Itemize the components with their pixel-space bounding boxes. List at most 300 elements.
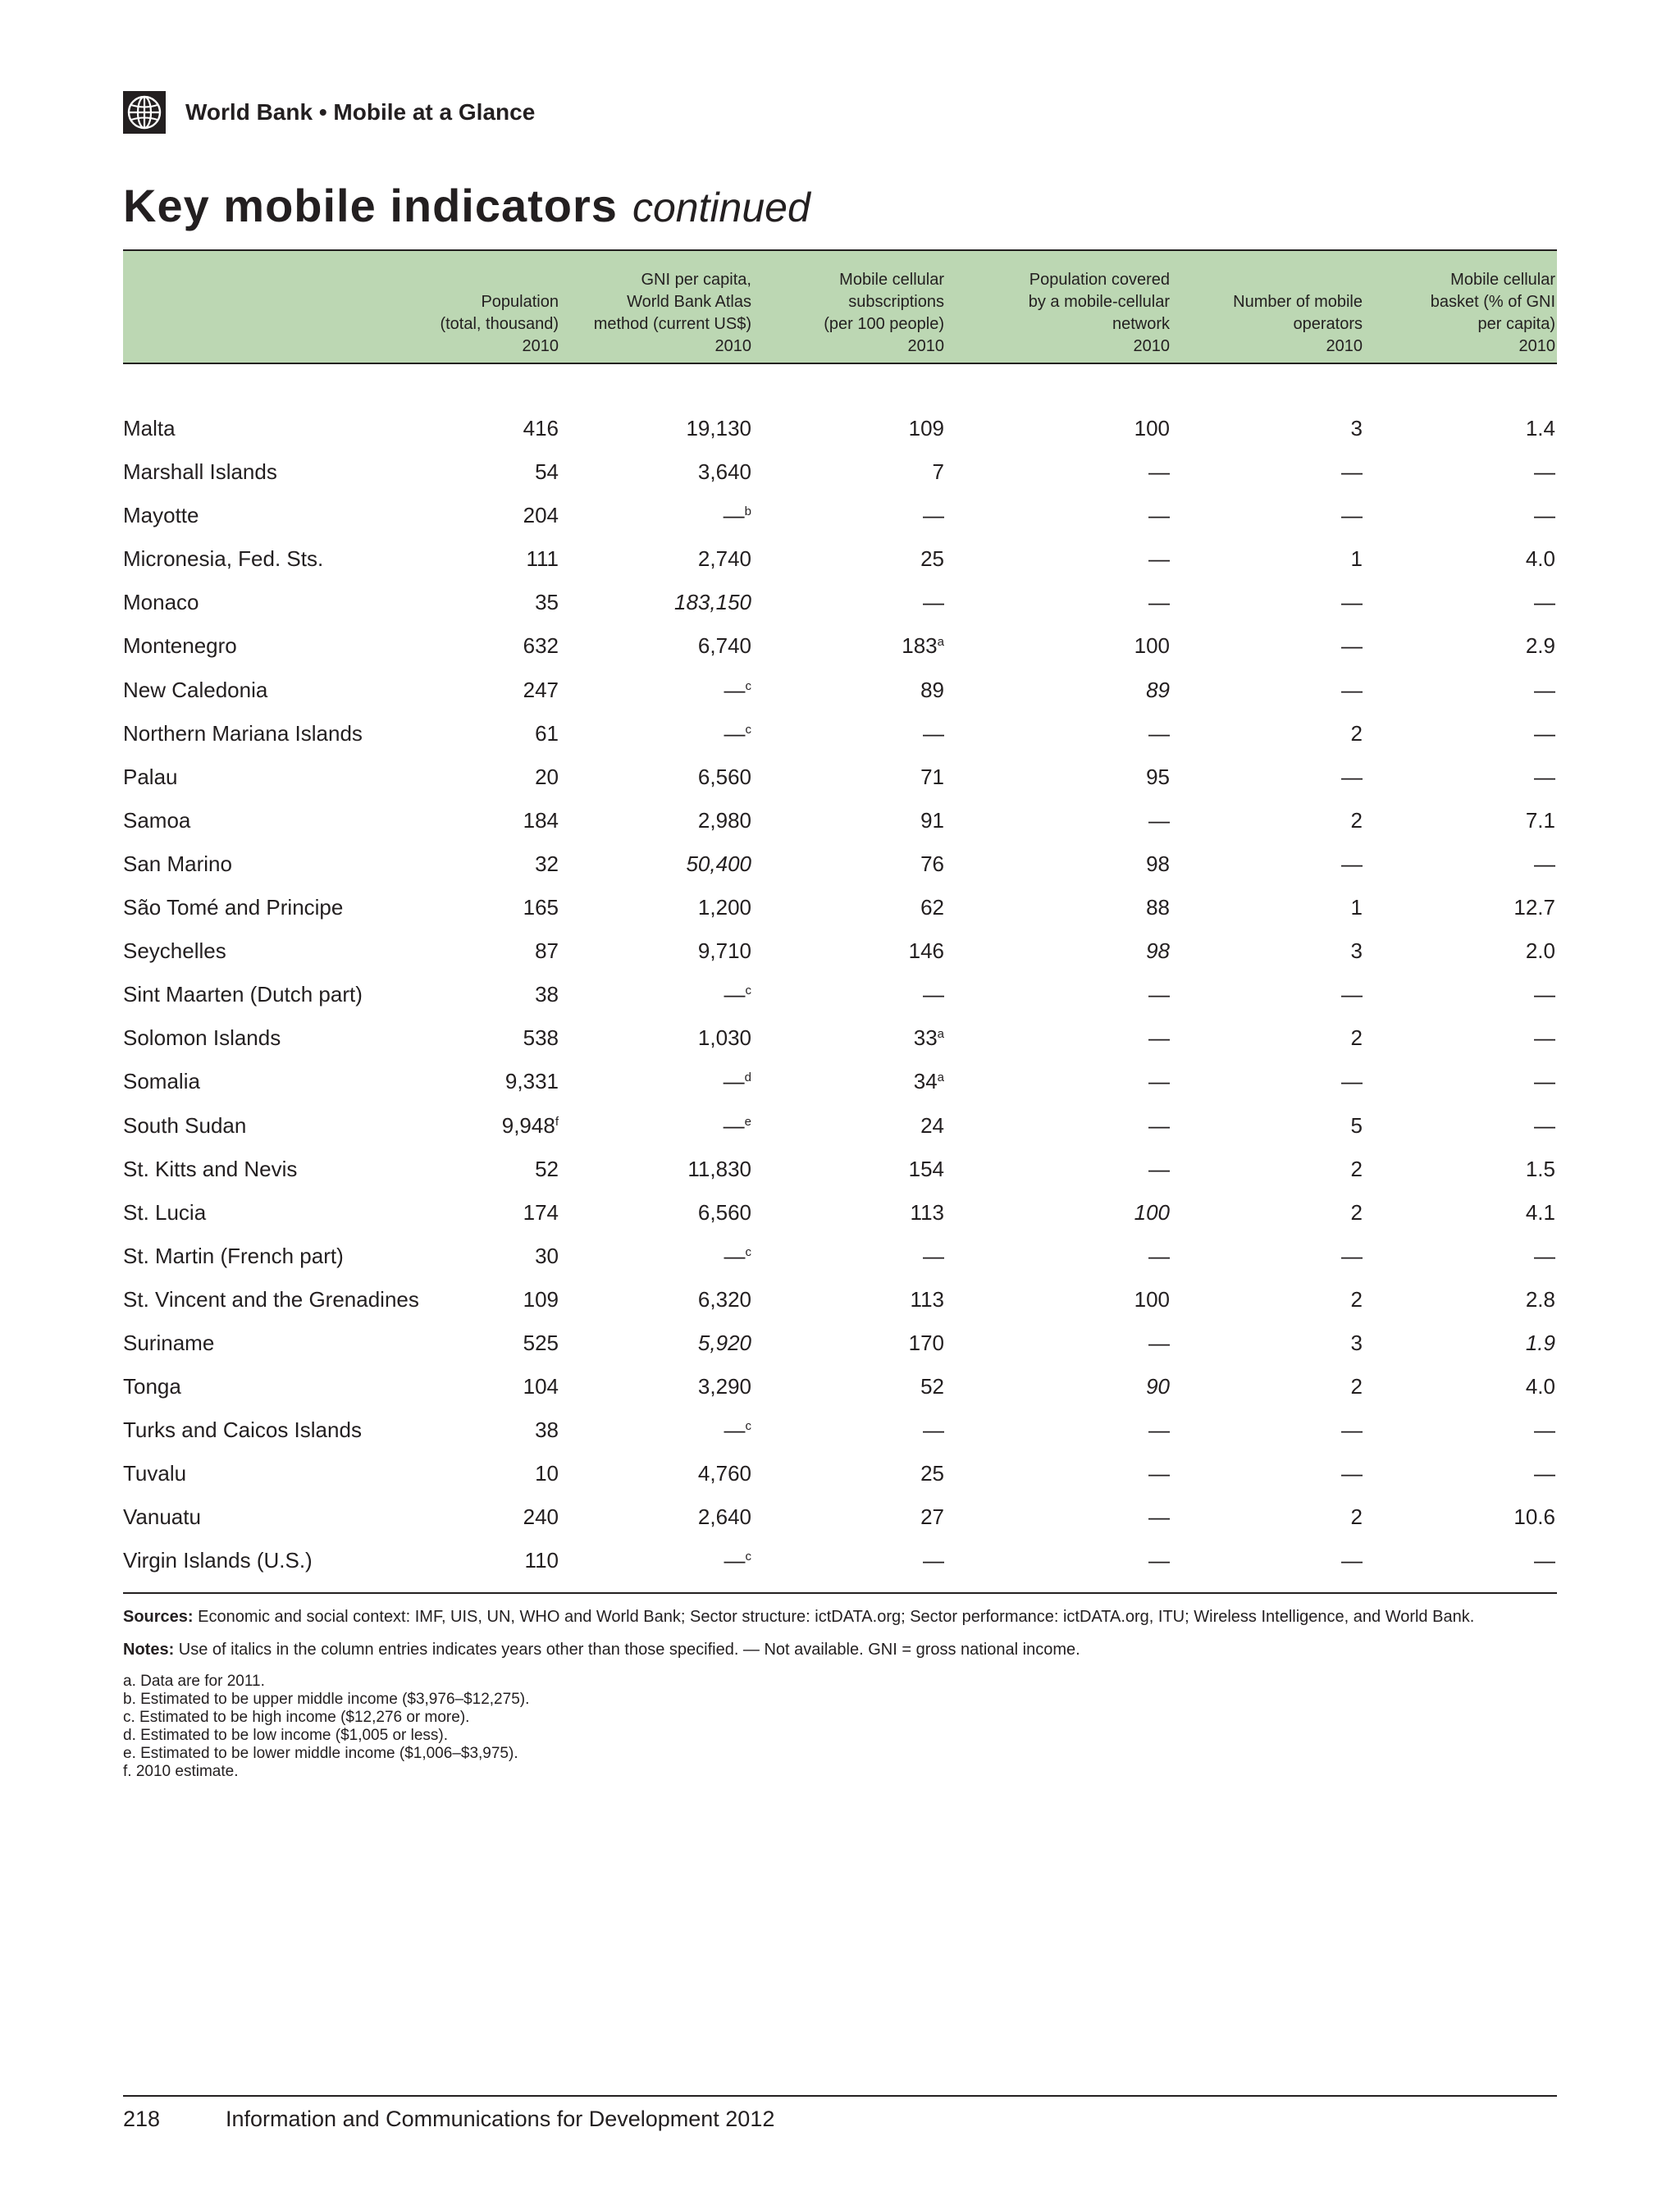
cell-population [370, 415, 559, 441]
cell-population [370, 589, 559, 615]
cell-gni [563, 807, 751, 833]
column-header-line: World Bank Atlas [627, 293, 751, 311]
cell-value: 87 [535, 938, 559, 964]
cell-value: 19,130 [686, 416, 751, 441]
cell-gni [563, 1373, 751, 1399]
column-header-line: Mobile cellular [839, 271, 944, 289]
cell-value: 632 [523, 633, 559, 659]
cell-value: 4.0 [1525, 546, 1555, 572]
cell-value: 89 [920, 677, 944, 702]
cell-value: — [1534, 764, 1555, 789]
cell-value: 4.0 [1525, 1374, 1555, 1399]
cell-operators [1174, 1243, 1363, 1269]
table-row [123, 1107, 1557, 1151]
cell-value: — [923, 503, 944, 528]
country-name: St. Martin (French part) [123, 1243, 344, 1268]
cell-subs [756, 807, 944, 833]
cell-coverage [981, 1547, 1170, 1573]
cell-coverage [981, 894, 1170, 920]
cell-coverage [981, 1504, 1170, 1530]
footnote-f: f. 2010 estimate. [123, 1763, 239, 1780]
cell-value: 76 [920, 851, 944, 876]
table-row [123, 1020, 1557, 1063]
cell-subs [756, 720, 944, 746]
cell-gni [563, 1025, 751, 1051]
cell-subs [756, 1417, 944, 1443]
cell-coverage [981, 1068, 1170, 1094]
cell-value: — [723, 1112, 745, 1138]
cell-basket [1367, 1068, 1555, 1094]
cell-value: 165 [523, 895, 559, 920]
cell-basket [1367, 459, 1555, 485]
cell-value: — [723, 503, 745, 528]
cell-population [370, 1373, 559, 1399]
column-header-line: 2010 [522, 337, 559, 355]
cell-value: 38 [535, 982, 559, 1007]
cell-value: 71 [920, 764, 944, 789]
cell-value: 4.1 [1525, 1199, 1555, 1225]
footnote-marker: c [745, 1244, 751, 1259]
cell-value: — [724, 1243, 746, 1268]
cell-coverage [981, 1286, 1170, 1312]
country-name: Mayotte [123, 503, 199, 528]
country-name: Marshall Islands [123, 459, 277, 485]
page-number: 218 [123, 2107, 161, 2131]
cell-basket [1367, 589, 1555, 615]
column-header-line: basket (% of GNI [1430, 293, 1555, 311]
cell-value: — [1148, 546, 1170, 572]
cell-basket [1367, 720, 1555, 746]
cell-value: — [923, 982, 944, 1007]
footnote-e: e. Estimated to be lower middle income ($1,006–$3,975). [123, 1745, 518, 1762]
cell-subs [756, 1373, 944, 1399]
cell-coverage [981, 415, 1170, 441]
footnote-d: d. Estimated to be low income ($1,005 or less). [123, 1727, 449, 1744]
cell-coverage [981, 546, 1170, 572]
table-row [123, 1194, 1557, 1238]
column-header-line: GNI per capita, [641, 271, 751, 289]
cell-coverage [981, 502, 1170, 528]
page-title [123, 179, 810, 232]
cell-operators [1174, 938, 1363, 964]
footnote-marker: c [745, 722, 751, 737]
cell-value: 25 [920, 1461, 944, 1486]
cell-operators [1174, 546, 1363, 572]
cell-coverage [981, 938, 1170, 964]
sources-label: Sources: [123, 1608, 194, 1626]
cell-value: 183 [902, 633, 938, 659]
cell-value: 62 [920, 895, 944, 920]
cell-basket [1367, 981, 1555, 1007]
cell-subs [756, 1156, 944, 1182]
cell-value: 1 [1350, 895, 1363, 920]
cell-value: 184 [523, 807, 559, 833]
cell-basket [1367, 894, 1555, 920]
cell-subs [756, 764, 944, 790]
cell-value: — [923, 1243, 944, 1268]
cell-basket [1367, 938, 1555, 964]
cell-value: 2,740 [697, 546, 751, 572]
cell-gni [563, 1156, 751, 1182]
table-row [123, 1151, 1557, 1194]
cell-value: — [724, 677, 746, 702]
cell-value: — [1148, 1418, 1170, 1443]
cell-subs [756, 1112, 944, 1139]
cell-value: 104 [523, 1374, 559, 1399]
cell-subs [756, 1243, 944, 1269]
cell-gni [563, 415, 751, 441]
cell-value: 2 [1350, 1374, 1363, 1399]
cell-gni [563, 1068, 751, 1094]
cell-value: 2.0 [1525, 938, 1555, 964]
country-name: Somalia [123, 1069, 200, 1094]
cell-operators [1174, 1025, 1363, 1051]
cell-value: 12.7 [1513, 895, 1555, 920]
cell-value: 525 [523, 1330, 559, 1355]
country-name: Malta [123, 416, 176, 441]
cell-value: 3 [1350, 1330, 1363, 1355]
table-row [123, 802, 1557, 846]
footnote-marker: e [744, 1114, 751, 1129]
cell-value: 3,290 [697, 1374, 751, 1399]
cell-basket [1367, 632, 1555, 659]
column-header-line: 2010 [714, 337, 751, 355]
cell-value: 98 [1146, 938, 1170, 964]
cell-operators [1174, 720, 1363, 746]
cell-population [370, 1460, 559, 1486]
country-name: Monaco [123, 590, 199, 615]
country-name: São Tomé and Principe [123, 895, 344, 920]
column-header-gni [538, 269, 751, 358]
cell-value: 2 [1350, 720, 1363, 746]
cell-subs [756, 1504, 944, 1530]
cell-subs [756, 1068, 944, 1094]
cell-basket [1367, 1330, 1555, 1356]
country-name: Vanuatu [123, 1504, 201, 1530]
cell-operators [1174, 415, 1363, 441]
cell-value: 10 [535, 1461, 559, 1486]
column-header-basket [1342, 269, 1555, 358]
cell-gni [563, 1112, 751, 1139]
cell-population [370, 1068, 559, 1094]
country-name: Montenegro [123, 633, 237, 659]
cell-population [370, 1112, 559, 1139]
globe-icon [123, 91, 166, 134]
cell-coverage [981, 1243, 1170, 1269]
country-name: New Caledonia [123, 677, 268, 702]
cell-basket [1367, 1243, 1555, 1269]
cell-gni [563, 677, 751, 703]
cell-operators [1174, 502, 1363, 528]
cell-subs [756, 459, 944, 485]
cell-basket [1367, 807, 1555, 833]
cell-value: 7.1 [1525, 807, 1555, 833]
cell-basket [1367, 1286, 1555, 1312]
cell-value: — [1148, 590, 1170, 615]
cell-value: — [1148, 720, 1170, 746]
cell-population [370, 894, 559, 920]
cell-gni [563, 459, 751, 485]
cell-population [370, 1286, 559, 1312]
cell-gni [563, 1286, 751, 1312]
cell-value: — [1148, 1156, 1170, 1181]
cell-value: 416 [523, 416, 559, 441]
cell-value: 2 [1350, 1199, 1363, 1225]
cell-value: 174 [523, 1199, 559, 1225]
footnote-marker: d [744, 1071, 751, 1085]
cell-value: — [1534, 1548, 1555, 1573]
cell-value: 90 [1146, 1374, 1170, 1399]
cell-value: 88 [1146, 895, 1170, 920]
cell-operators [1174, 589, 1363, 615]
column-header-line: operators [1293, 315, 1363, 333]
table-row [123, 1238, 1557, 1281]
cell-value: — [1534, 720, 1555, 746]
cell-value: — [1341, 459, 1363, 485]
cell-value: 9,331 [504, 1069, 559, 1094]
country-name: St. Vincent and the Grenadines [123, 1286, 419, 1312]
footnote-marker: c [745, 984, 751, 998]
cell-basket [1367, 1417, 1555, 1443]
cell-value: — [723, 1069, 745, 1094]
notes-line [123, 1638, 1557, 1661]
cell-subs [756, 938, 944, 964]
cell-population [370, 938, 559, 964]
cell-value: 20 [535, 764, 559, 789]
cell-subs [756, 894, 944, 920]
cell-coverage [981, 1417, 1170, 1443]
cell-value: — [724, 720, 746, 746]
cell-gni [563, 1243, 751, 1269]
table-row [123, 1412, 1557, 1455]
table-row [123, 846, 1557, 889]
table-row [123, 1325, 1557, 1368]
country-name: Northern Mariana Islands [123, 720, 363, 746]
cell-population [370, 1547, 559, 1573]
table-row [123, 933, 1557, 976]
cell-operators [1174, 764, 1363, 790]
cell-value: 54 [535, 459, 559, 485]
table-row [123, 976, 1557, 1020]
cell-population [370, 1330, 559, 1356]
cell-basket [1367, 415, 1555, 441]
cell-value: 3 [1350, 938, 1363, 964]
cell-value: — [1148, 459, 1170, 485]
book-title: Information and Communications for Development 2012 [226, 2107, 775, 2131]
cell-value: 113 [910, 1199, 944, 1225]
cell-population [370, 1417, 559, 1443]
cell-value: 4,760 [697, 1461, 751, 1486]
cell-value: 34 [913, 1069, 938, 1094]
running-title: World Bank • Mobile at a Glance [185, 99, 536, 125]
country-name: Seychelles [123, 938, 226, 964]
country-name: Sint Maarten (Dutch part) [123, 982, 363, 1007]
cell-gni [563, 632, 751, 659]
cell-value: — [923, 1418, 944, 1443]
cell-value: — [724, 1548, 746, 1573]
cell-basket [1367, 764, 1555, 790]
cell-value: — [1148, 1243, 1170, 1268]
cell-value: — [1341, 1461, 1363, 1486]
column-header-line: by a mobile-cellular [1028, 293, 1170, 311]
cell-subs [756, 1199, 944, 1226]
cell-subs [756, 851, 944, 877]
cell-value: 100 [1134, 416, 1170, 441]
cell-population [370, 546, 559, 572]
table-row [123, 410, 1557, 454]
cell-value: 25 [920, 546, 944, 572]
cell-population [370, 1199, 559, 1226]
title-main: Key mobile indicators [123, 180, 618, 231]
cell-population [370, 1504, 559, 1530]
cell-value: 113 [910, 1286, 944, 1312]
column-header-population [345, 291, 559, 358]
cell-value: 30 [535, 1243, 559, 1268]
cell-population [370, 677, 559, 703]
cell-value: — [1534, 851, 1555, 876]
cell-value: — [1148, 1025, 1170, 1051]
column-header-band [123, 249, 1557, 364]
cell-gni [563, 1460, 751, 1486]
cell-value: 24 [920, 1112, 944, 1138]
footer-rule [123, 2095, 1557, 2097]
cell-value: — [1148, 1504, 1170, 1530]
column-header-coverage [956, 269, 1170, 358]
cell-operators [1174, 459, 1363, 485]
cell-value: — [1148, 1112, 1170, 1138]
cell-operators [1174, 1547, 1363, 1573]
cell-value: 110 [524, 1548, 559, 1573]
cell-basket [1367, 851, 1555, 877]
cell-basket [1367, 546, 1555, 572]
cell-value: 33 [913, 1025, 938, 1051]
cell-value: — [1341, 503, 1363, 528]
cell-value: 5 [1350, 1112, 1363, 1138]
cell-basket [1367, 1025, 1555, 1051]
cell-coverage [981, 1373, 1170, 1399]
cell-value: 52 [920, 1374, 944, 1399]
cell-coverage [981, 764, 1170, 790]
sources-line [123, 1605, 1557, 1628]
cell-value: 204 [523, 503, 559, 528]
cell-value: — [1341, 677, 1363, 702]
cell-value: 9,948 [501, 1112, 555, 1138]
table-bottom-rule [123, 1592, 1557, 1594]
table-row [123, 1499, 1557, 1542]
table-row [123, 715, 1557, 759]
cell-value: 2.8 [1525, 1286, 1555, 1312]
footnote-marker: a [937, 1027, 944, 1042]
cell-value: — [923, 720, 944, 746]
footnote-marker: c [745, 1419, 751, 1434]
cell-value: 154 [908, 1156, 944, 1181]
cell-basket [1367, 677, 1555, 703]
cell-operators [1174, 1504, 1363, 1530]
country-name: Virgin Islands (U.S.) [123, 1548, 313, 1573]
table-row [123, 672, 1557, 715]
cell-value: — [1534, 1461, 1555, 1486]
cell-value: — [1148, 1548, 1170, 1573]
cell-value: — [1341, 590, 1363, 615]
cell-value: — [1341, 851, 1363, 876]
column-header-line: 2010 [1518, 337, 1555, 355]
cell-subs [756, 502, 944, 528]
cell-gni [563, 1417, 751, 1443]
cell-gni [563, 938, 751, 964]
cell-operators [1174, 851, 1363, 877]
cell-operators [1174, 1112, 1363, 1139]
table-row [123, 759, 1557, 802]
cell-coverage [981, 1330, 1170, 1356]
cell-value: 95 [1146, 764, 1170, 789]
cell-value: 6,740 [697, 633, 751, 659]
cell-population [370, 502, 559, 528]
cell-subs [756, 415, 944, 441]
title-sub: continued [632, 185, 810, 231]
country-name: Tuvalu [123, 1461, 187, 1486]
cell-value: — [1534, 590, 1555, 615]
cell-value: 2,640 [697, 1504, 751, 1530]
cell-value: — [1148, 807, 1170, 833]
cell-basket [1367, 1373, 1555, 1399]
table-row [123, 1542, 1557, 1586]
footnote-marker: a [937, 635, 944, 650]
cell-basket [1367, 1504, 1555, 1530]
column-header-line: 2010 [1326, 337, 1363, 355]
cell-gni [563, 851, 751, 877]
cell-gni [563, 1547, 751, 1573]
cell-value: — [724, 982, 746, 1007]
cell-value: 170 [908, 1330, 944, 1355]
cell-value: 9,710 [697, 938, 751, 964]
cell-coverage [981, 807, 1170, 833]
cell-value: 50,400 [686, 851, 751, 876]
column-header-line: Mobile cellular [1450, 271, 1555, 289]
cell-value: — [1341, 982, 1363, 1007]
cell-operators [1174, 1417, 1363, 1443]
table-row [123, 1455, 1557, 1499]
country-name: Samoa [123, 807, 191, 833]
cell-subs [756, 632, 944, 659]
column-header-line: (per 100 people) [824, 315, 944, 333]
cell-value: — [1534, 677, 1555, 702]
table-notes [123, 1605, 1557, 1781]
column-header-operators [1149, 291, 1363, 358]
cell-value: 100 [1134, 1286, 1170, 1312]
column-header-line: network [1112, 315, 1170, 333]
cell-value: — [1534, 1418, 1555, 1443]
cell-subs [756, 1025, 944, 1051]
cell-coverage [981, 1460, 1170, 1486]
cell-gni [563, 502, 751, 528]
footnote-b: b. Estimated to be upper middle income ($3,976–$12,275). [123, 1691, 530, 1708]
cell-value: 1,200 [697, 895, 751, 920]
cell-subs [756, 1547, 944, 1573]
cell-value: 7 [932, 459, 944, 485]
cell-subs [756, 981, 944, 1007]
cell-population [370, 632, 559, 659]
cell-operators [1174, 894, 1363, 920]
cell-value: 1.9 [1525, 1330, 1555, 1355]
cell-subs [756, 589, 944, 615]
cell-population [370, 764, 559, 790]
cell-value: 32 [535, 851, 559, 876]
cell-value: 1 [1350, 546, 1363, 572]
footnote-marker: c [745, 1550, 751, 1564]
cell-operators [1174, 807, 1363, 833]
table-row [123, 889, 1557, 933]
notes-label: Notes: [123, 1641, 175, 1659]
